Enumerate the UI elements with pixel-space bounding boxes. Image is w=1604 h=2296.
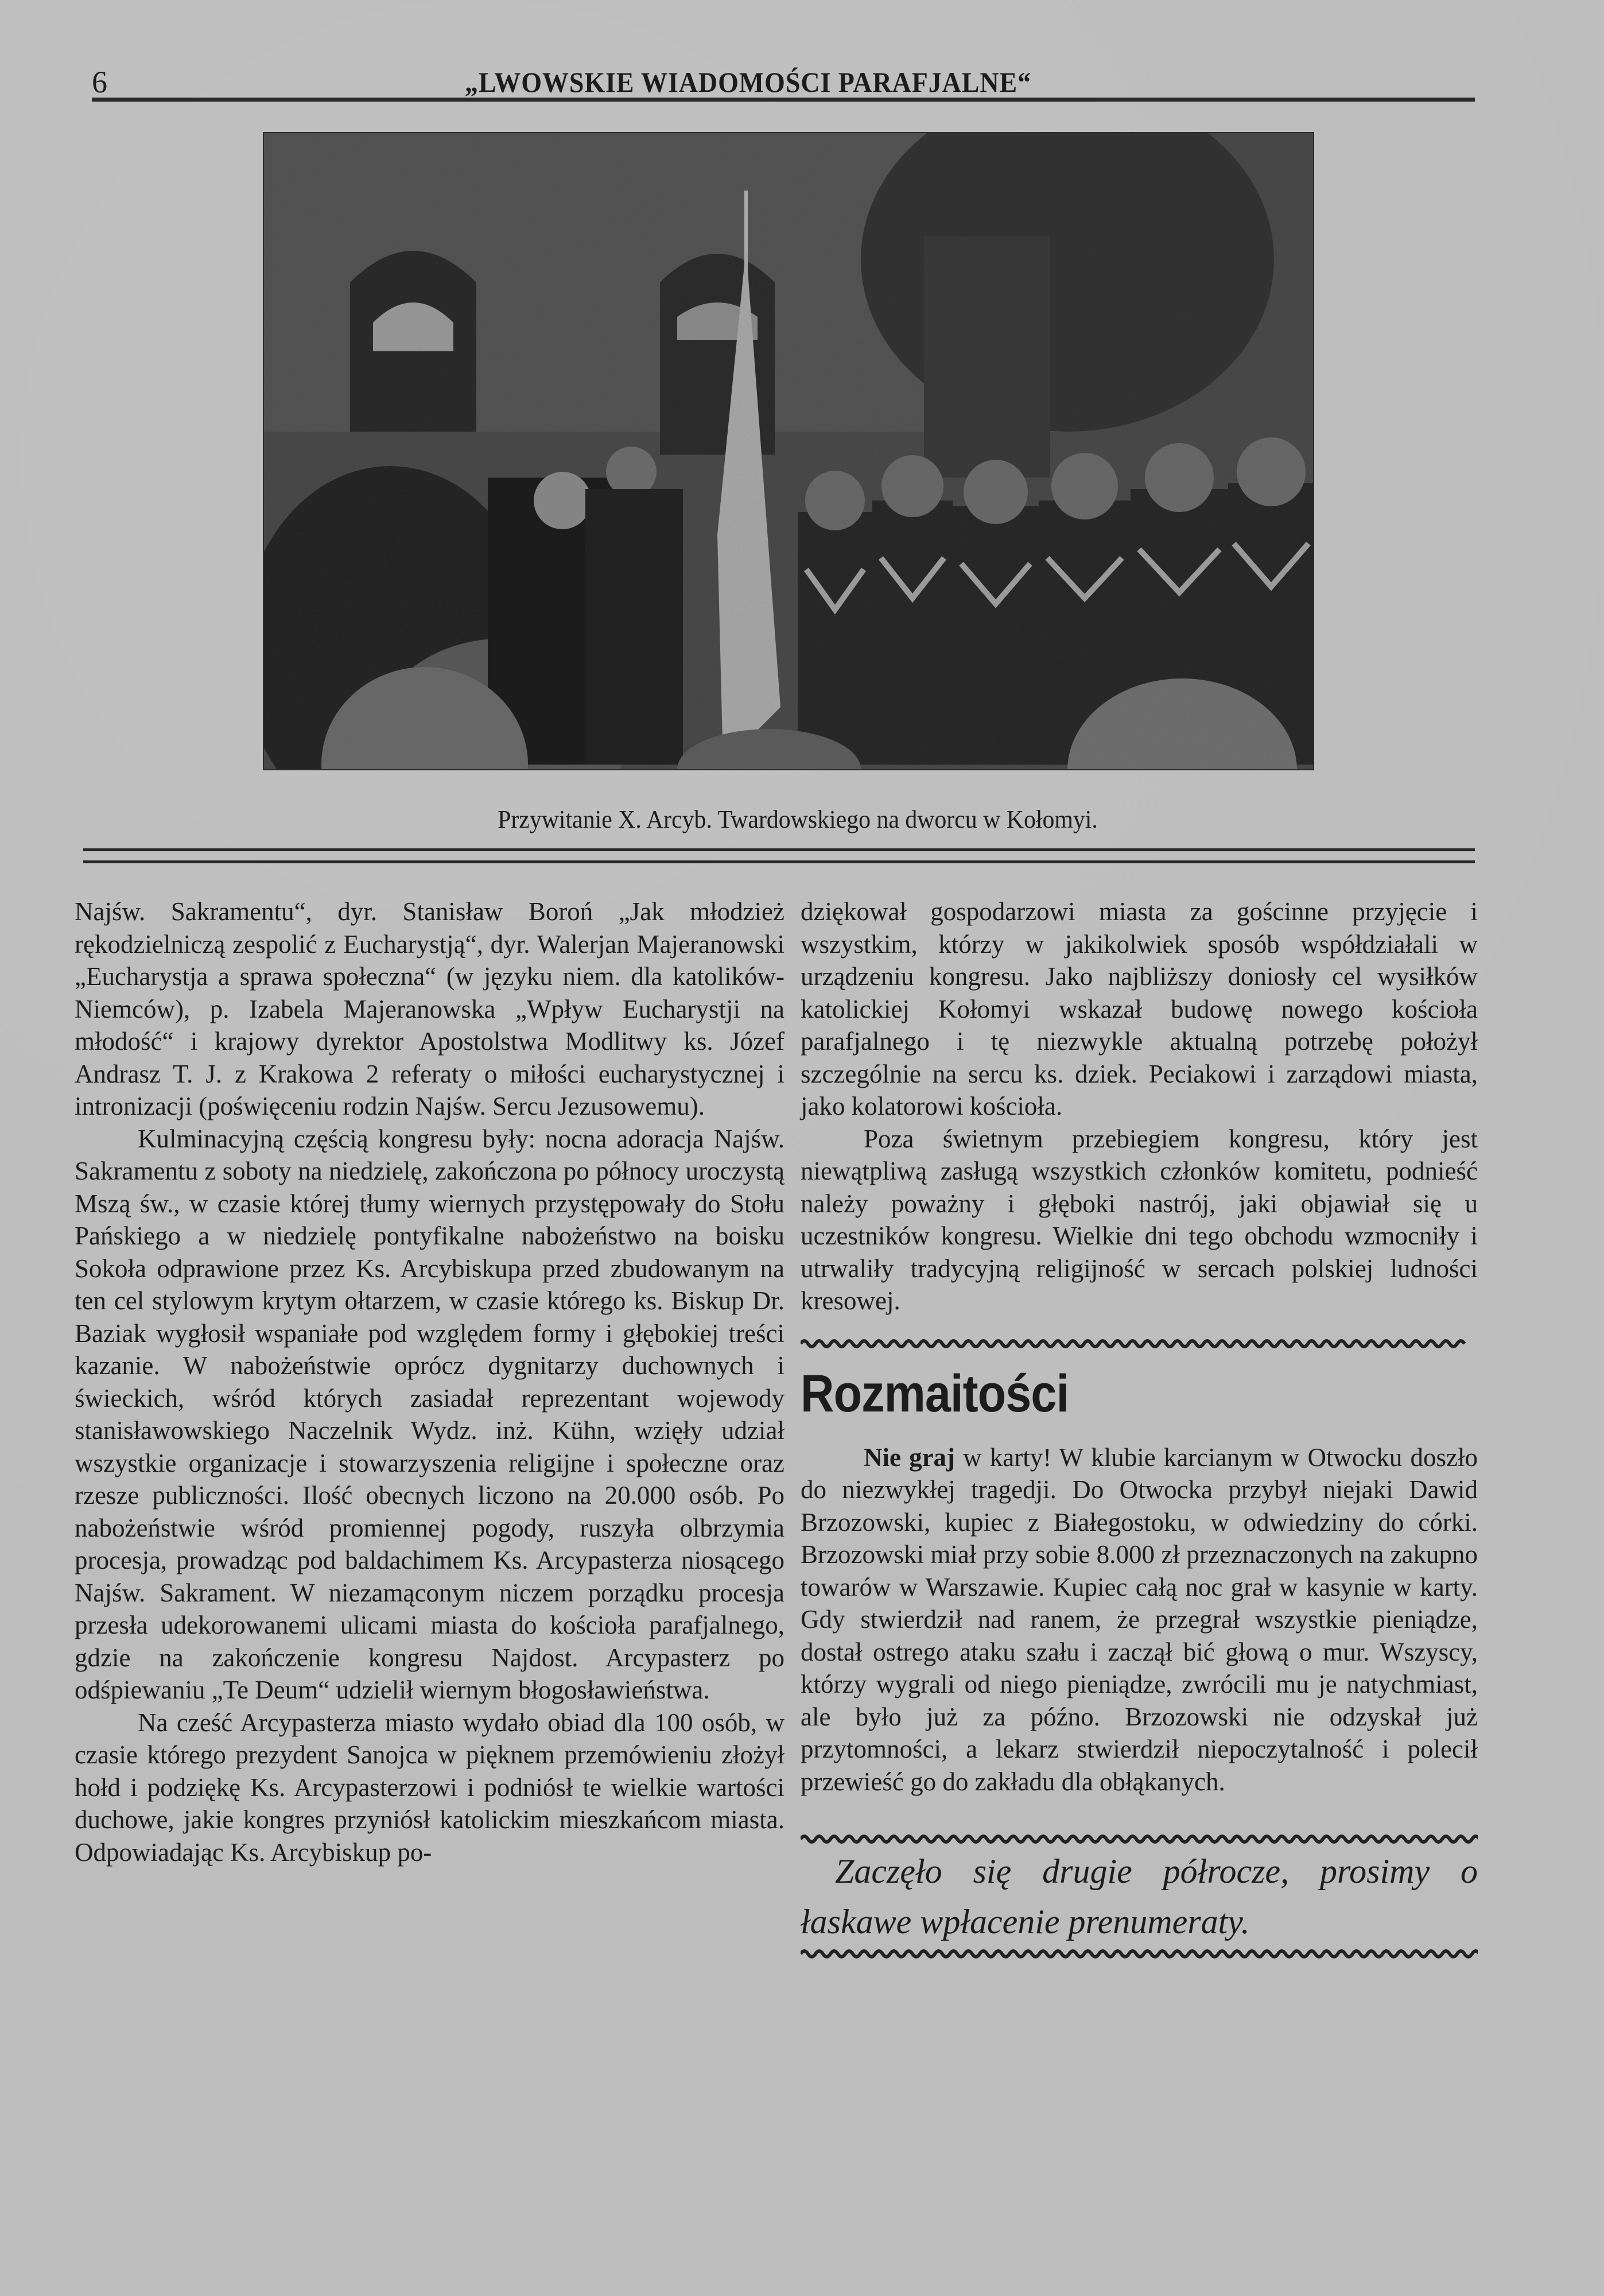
paragraph: Najśw. Sakramentu“, dyr. Stanisław Boroń „Jak młodzież rękodzielniczą zespolić z Eucharystją“, dyr. Walerjan Majeranowski „Eucharystja a sprawa społeczna“ (w języku niem. dla katolików-Niemców), p. Izabela Majeranowska „Wpływ Eucharystji na młodość“ i krajowy dyrektor Apostolstwa Modlitwy ks. Józef Andrasz T. J. z Krakowa 2 referaty o miłości eucharystycznej i intronizacji (poświęceniu rodzin Najśw. Sercu Jezusowemu). [75, 897, 784, 1120]
article-body: w karty! W klubie karcianym w Otwocku doszło do niezwykłej tragedji. Do Otwocka przybył niejaki Dawid Brzozowski, kupiec z Białegostoku, w odwiedziny do córki. Brzozowski miał przy sobie 8.000 zł przeznaczonych na zakupno towarów w Warszawie. Kupiec całą noc grał w kasynie w karty. Gdy stwierdził nad ranem, że przegrał wszystkie pieniądze, dostał ostrego ataku szału i zaczął bić głową o mur. Wszyscy, którzy wygrali od niego pieniądze, zwrócili mu je natychmiast, ale było już za późno. Brzozowski nie odzyskał już przytomności, a lekarz stwierdził niepoczytalność i polecił przewieść go do zakładu dla obłąkanych. [801, 1442, 1478, 1796]
right-column [801, 895, 1478, 1961]
paragraph: Na cześć Arcypasterza miasto wydało obiad dla 100 osób, w czasie którego prezydent Sanojca w pięknem przemówieniu złożył hołd i podziękę Ks. Arcypasterzowi i podniósł te wielkie wartości duchowe, jakie kongres przyniósł katolickim mieszkańcom miasta. Odpowiadając Ks. Arcybiskup po- [75, 1708, 784, 1867]
ornamental-divider [801, 1832, 1478, 1846]
paragraph: Poza świetnym przebiegiem kongresu, który jest niewątpliwą zasługą wszystkich członków komitetu, podnieść należy poważny i głęboki nastrój, jaki objawiał się u uczestników kongresu. Wielkie dni tego obchodu wzmocniły i utrwaliły tradycyjną religijność w sercach polskiej ludności kresowej. [801, 1124, 1478, 1315]
subscription-notice: Zaczęło się drugie półrocze, prosimy o łaskawe wpłacenie prenumeraty. [801, 1852, 1478, 1941]
double-rule-divider [83, 848, 1475, 863]
photo-illustration [264, 133, 1313, 769]
journal-title: „LWOWSKIE WIADOMOŚCI PARAFJALNE“ [465, 66, 1032, 98]
paragraph: dziękował gospodarzowi miasta za gościnne przyjęcie i wszystkim, którzy w jakikolwiek sposób współdziałali w urządzeniu kongresu. Jako najbliższy doniosły cel wysiłków katolickiej Kołomyi wskazał budowę nowego kościoła parafjalnego i tę niezwykle aktualną potrzebę położył szczególnie na sercu ks. dziek. Peciakowi i zarządowi miasta, jako kolatorowi kościoła. [801, 897, 1478, 1120]
article-lead: Nie graj [864, 1442, 956, 1472]
ornamental-divider [801, 1337, 1478, 1351]
article-paragraph [801, 1441, 1478, 1798]
left-column [75, 895, 784, 1868]
header-rule [92, 98, 1475, 102]
paragraph: Kulminacyjną częścią kongresu były: nocna adoracja Najśw. Sakramentu z soboty na niedzielę, zakończona po północy uroczystą Mszą św., w czasie której tłumy wiernych przystępowały do Stołu Pańskiego a w niedzielę pontyfikalne nabożeństwo na boisku Sokoła odprawione przez Ks. Arcybiskupa przed zbudowanym na ten cel stylowym krytym ołtarzem, w czasie którego ks. Biskup Dr. Baziak wygłosił wspaniałe pod względem formy i głębokiej treści kazanie. W nabożeństwie oprócz dygnitarzy duchownych i świeckich, wśród których zasiadał reprezentant wojewody stanisławowskiego Naczelnik Wydz. inż. Kühn, wzięły udział wszystkie organizacje i stowarzyszenia religijne i społeczne oraz rzesze publiczności. Ilość obecnych liczono na 20.000 osób. Po nabożeństwie wśród promiennej pogody, ruszyła olbrzymia procesja, prowadząc pod baldachimem Ks. Arcypasterza niosącego Najśw. Sakrament. W niezamąconym niczem porządku procesja przesła udekorowanemi ulicami miasta do kościoła parafjalnego, gdzie na zakończenie kongresu Najdost. Arcypasterz po odśpiewaniu „Te Deum“ udzielił wiernym błogosławieństwa. [75, 1124, 784, 1704]
photograph [264, 133, 1313, 769]
section-heading: Rozmaitości [801, 1364, 1069, 1423]
page-number: 6 [92, 65, 107, 99]
running-head [92, 62, 1475, 102]
photo-caption: Przywitanie X. Arcyb. Twardowskiego na dworcu w Kołomyi. [498, 805, 1098, 833]
ornamental-divider [801, 1947, 1478, 1961]
